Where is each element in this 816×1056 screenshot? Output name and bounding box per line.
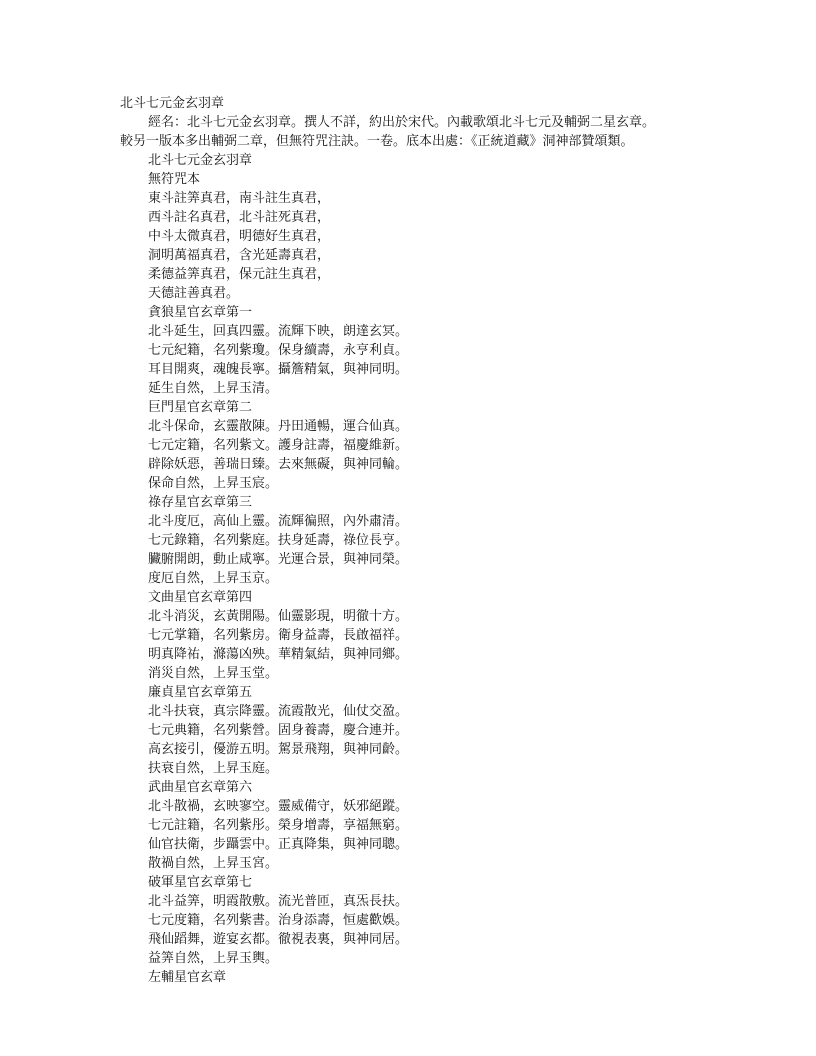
text-line: 柔德益筭真君，保元註生真君，: [148, 267, 331, 282]
text-line: 七元定籍，名列紫文。護身註壽，福慶維新。: [148, 438, 409, 453]
text-line: 七元錄籍，名列紫庭。扶身延壽，祿位長亨。: [148, 533, 409, 548]
text-line: 中斗太微真君，明德好生真君，: [148, 229, 331, 244]
text-line: 東斗註筭真君，南斗註生真君，: [148, 191, 331, 206]
text-line: 七元註籍，名列紫彤。榮身增壽，享福無窮。: [148, 818, 409, 833]
text-line: 高玄接引，優游五明。駕景飛翔，與神同齡。: [148, 742, 409, 757]
text-line: 北斗延生，回真四靈。流輝下映，朗達玄冥。: [148, 324, 409, 339]
text-line: 耳目開爽，魂魄長寧。攝簷精氣，與神同明。: [148, 362, 409, 377]
section-heading: 破軍星官玄章第七: [148, 875, 253, 890]
text-line: 北斗散禍，玄映寥空。靈威備守，妖邪絕蹤。: [148, 799, 409, 814]
intro-line: 較另一版本多出輔弼二章，但無符咒注訣。一卷。底本出處：《正統道藏》洞神部贊頌類。: [120, 134, 634, 149]
text-line: 七元度籍，名列紫書。治身添壽，恒處歡娛。: [148, 913, 409, 928]
text-line: 洞明萬福真君，含光延壽真君，: [148, 248, 331, 263]
text-line: 益筭自然，上昇玉輿。: [148, 951, 279, 966]
text-line: 消災自然，上昇玉堂。: [148, 666, 279, 681]
section-heading: 左輔星官玄章: [148, 970, 227, 985]
section-heading: 武曲星官玄章第六: [148, 780, 253, 795]
section-heading: 廉貞星官玄章第五: [148, 685, 253, 700]
text-line: 度厄自然，上昇玉京。: [148, 571, 279, 586]
text-line: 飛仙蹈舞，遊宴玄都。徹視表裏，與神同居。: [148, 932, 409, 947]
text-line: 仙官扶衛，步躡雲中。正真降集，與神同聰。: [148, 837, 409, 852]
section-heading: 文曲星官玄章第四: [148, 590, 253, 605]
section-heading: 巨門星官玄章第二: [148, 400, 253, 415]
text-line: 北斗保命，玄靈散陳。丹田通暢，運合仙真。: [148, 419, 409, 434]
text-line: 七元掌籍，名列紫房。衛身益壽，長啟福祥。: [148, 628, 409, 643]
text-line: 北斗七元金玄羽章: [148, 153, 253, 168]
text-line: 延生自然，上昇玉清。: [148, 381, 279, 396]
section-heading: 祿存星官玄章第三: [148, 495, 253, 510]
text-line: 保命自然，上昇玉宸。: [148, 476, 279, 491]
text-line: 明真降祐，滌蕩凶殃。華精氣結，與神同鄉。: [148, 647, 409, 662]
text-line: 臟腑開朗，動止咸寧。光運合景，與神同榮。: [148, 552, 409, 567]
text-line: 扶衰自然，上昇玉庭。: [148, 761, 279, 776]
text-line: 散禍自然，上昇玉宮。: [148, 856, 279, 871]
text-line: 北斗度厄，高仙上靈。流輝徧照，內外肅清。: [148, 514, 409, 529]
text-line: 北斗扶衰，真宗降靈。流霞散光，仙仗交盈。: [148, 704, 409, 719]
text-line: 七元典籍，名列紫營。固身養壽，慶合連并。: [148, 723, 409, 738]
text-line: 七元紀籍，名列紫瓊。保身續壽，永亨利貞。: [148, 343, 409, 358]
text-line: 西斗註名真君，北斗註死真君，: [148, 210, 331, 225]
text-line: 天德註善真君。: [148, 286, 240, 301]
text-line: 北斗消災，玄黃開陽。仙靈影現，明徹十方。: [148, 609, 409, 624]
section-heading: 貪狼星官玄章第一: [148, 305, 253, 320]
text-line: 無符咒本: [148, 172, 201, 187]
text-line: 辟除妖惡，善瑞日臻。去來無礙，與神同輪。: [148, 457, 409, 472]
intro-line: 經名：北斗七元金玄羽章。撰人不詳，約出於宋代。內載歌頌北斗七元及輔弼二星玄章。: [148, 115, 656, 130]
document-title: 北斗七元金玄羽章: [120, 96, 225, 111]
text-line: 北斗益筭，明霞散敷。流光普匝，真炁長扶。: [148, 894, 409, 909]
